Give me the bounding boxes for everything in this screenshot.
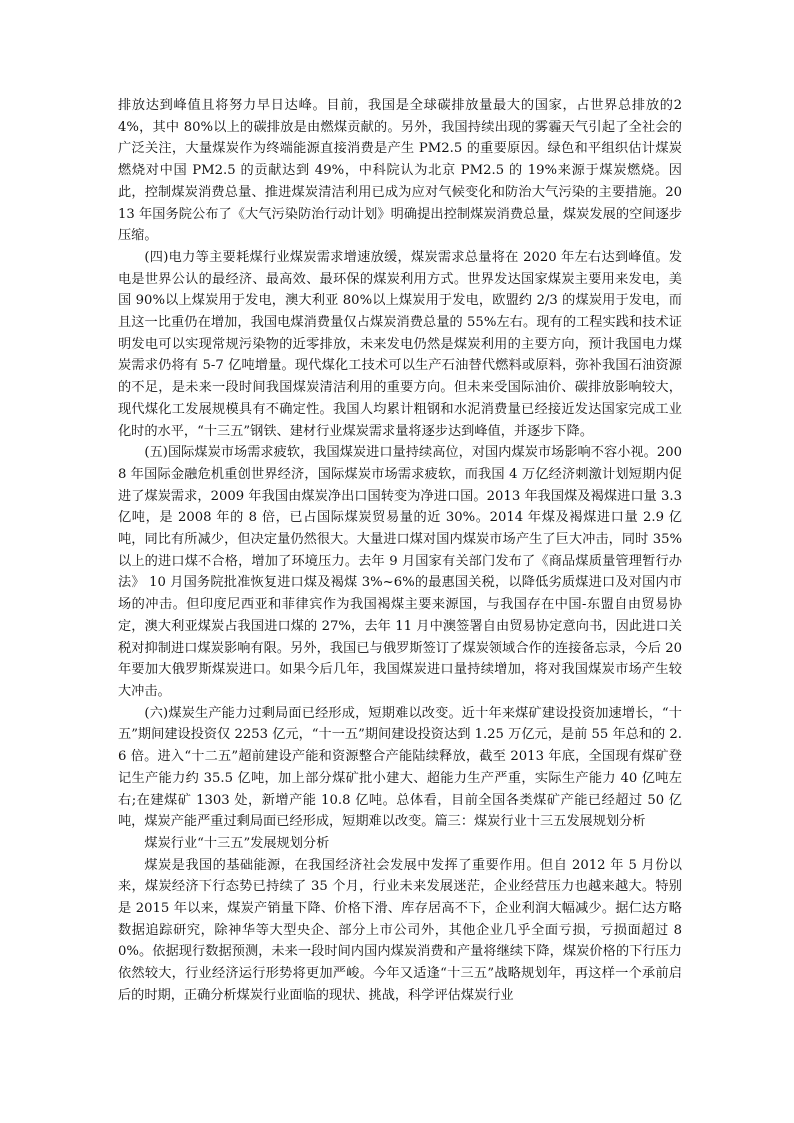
paragraph-4: (六)煤炭生产能力过剩局面已经形成，短期难以改变。近十年来煤矿建设投资加速增长，“十五”期间建设投资仅 2253 亿元，“十一五”期间建设投资达到 1.25 万亿元，是前 55 年总和的 2.6 倍。进入“十二五”超前建设产能和资源整合产能陆续释放，截至 2013 年底，全国现有煤矿登记生产能力约 35.5 亿吨，加上部分煤矿批小建大、超能力生产严重，实际生产能力 40 亿吨左右;在建煤矿 1303 处，新增产能 10.8 亿吨。总体看，目前全国各类煤矿产能已经超过 50 亿吨，煤炭产能严重过剩局面已经形成，短期难以改变。篇三：煤炭行业十三五发展规划分析 [118,705,682,830]
paragraph-1: 排放达到峰值且将努力早日达峰。目前，我国是全球碳排放量最大的国家，占世界总排放的24%，其中 80%以上的碳排放是由燃煤贡献的。另外，我国持续出现的雾霾天气引起了全社会的广泛关注，大量煤炭作为终端能源直接消费是产生 PM2.5 的重要原因。绿色和平组织估计煤炭燃烧对中国 PM2.5 的贡献达到 49%，中科院认为北京 PM2.5 的 19%来源于煤炭燃烧。因此，控制煤炭消费总量、推进煤炭清洁利用已成为应对气候变化和防治大气污染的主要措施。2013 年国务院公布了《大气污染防治行动计划》明确提出控制煤炭消费总量，煤炭发展的空间逐步压缩。 [118,98,682,244]
section-heading: 煤炭行业“十三五”发展规划分析 [144,835,330,851]
paragraph-2: (四)电力等主要耗煤行业煤炭需求增速放缓，煤炭需求总量将在 2020 年左右达到峰值。发电是世界公认的最经济、最高效、最环保的煤炭利用方式。世界发达国家煤炭主要用来发电，美国 90%以上煤炭用于发电，澳大利亚 80%以上煤炭用于发电，欧盟约 2/3 的煤炭用于发电，而且这一比重仍在增加，我国电煤消费量仅占煤炭消费总量的 55%左右。现有的工程实践和技术证明发电可以实现常规污染物的近零排放，未来发电仍然是煤炭利用的主要方向，预计我国电力煤炭需求仍将有 5-7 亿吨增量。现代煤化工技术可以生产石油替代燃料或原料，弥补我国石油资源的不足，是未来一段时间我国煤炭清洁利用的重要方向。但未来受国际油价、碳排放影响较大，现代煤化工发展规模具有不确定性。我国人均累计粗钢和水泥消费量已经接近发达国家完成工业化时的水平，“十三五”钢铁、建材行业煤炭需求量将逐步达到峰值，并逐步下降。 [118,249,682,439]
paragraph-5: 煤炭是我国的基础能源，在我国经济社会发展中发挥了重要作用。但自 2012 年 5 月份以来，煤炭经济下行态势已持续了 35 个月，行业未来发展迷茫，企业经营压力也越来越大。特别是 2015 年以来，煤炭产销量下降、价格下滑、库存居高不下，企业利润大幅减少。据仁达方略数据追踪研究，除神华等大型央企、部分上市公司外，其他企业几乎全面亏损，亏损面超过 80%。依据现行数据预测，未来一段时间内国内煤炭消费和产量将继续下降，煤炭价格的下行压力依然较大，行业经济运行形势将更加严峻。今年又适逢“十三五”战略规划年，再这样一个承前启后的时期，正确分析煤炭行业面临的现状、挑战，科学评估煤炭行业 [118,857,682,1003]
document-page [118,95,682,1007]
paragraph-3: (五)国际煤炭市场需求疲软，我国煤炭进口量持续高位，对国内煤炭市场影响不容小视。2008 年国际金融危机重创世界经济，国际煤炭市场需求疲软，而我国 4 万亿经济刺激计划短期内促进了煤炭需求，2009 年我国由煤炭净出口国转变为净进口国。2013 年我国煤及褐煤进口量 3.3 亿吨，是 2008 年的 8 倍，已占国际煤炭贸易量的近 30%。2014 年煤及褐煤进口量 2.9 亿吨，同比有所减少，但决定量仍然很大。大量进口煤对国内煤炭市场产生了巨大冲击，同时 35%以上的进口煤不合格，增加了环境压力。去年 9 月国家有关部门发布了《商品煤质量管理暂行办法》 10 月国务院批准恢复进口煤及褐煤 3%~6%的最惠国关税，以降低劣质煤进口及对国内市场的冲击。但印度尼西亚和菲律宾作为我国褐煤主要来源国，与我国存在中国-东盟自由贸易协定，澳大利亚煤炭占我国进口煤的 27%，去年 11 月中澳签署自由贸易协定意向书，因此进口关税对抑制进口煤炭影响有限。另外，我国已与俄罗斯签订了煤炭领域合作的连接备忘录，今后 20 年要加大俄罗斯煤炭进口。如果今后几年，我国煤炭进口量持续增加，将对我国煤炭市场产生较大冲击。 [118,445,682,699]
